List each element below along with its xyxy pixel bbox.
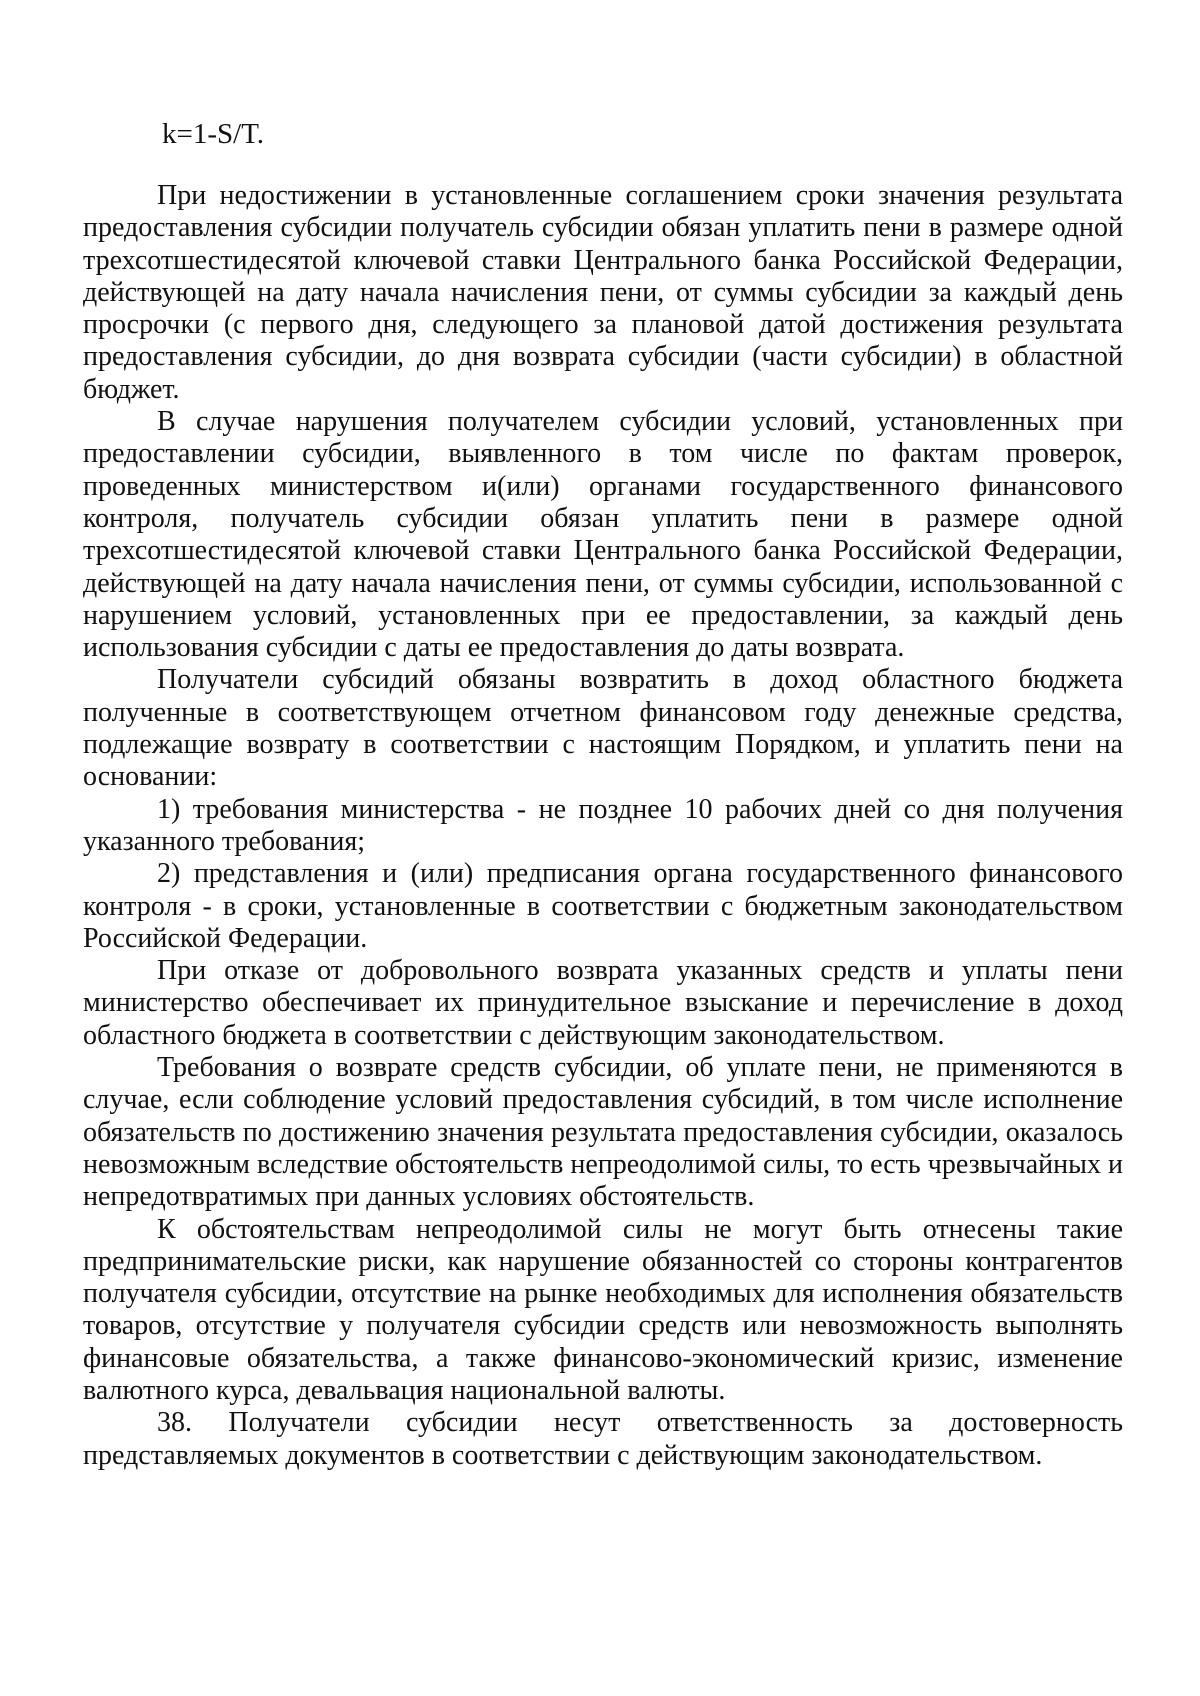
document-body	[83, 180, 1123, 1472]
paragraph-section-38: 38. Получатели субсидии несут ответственность за достоверность представляемых документов в соответствии с действующим законодательством.	[83, 1407, 1123, 1471]
paragraph-item-2: 2) представления и (или) предписания органа государственного финансового контроля - в сроки, установленные в соответствии с бюджетным законодательством Российской Федерации.	[83, 858, 1123, 954]
paragraph-penalty-violation: В случае нарушения получателем субсидии условий, установленных при предоставлении субсидии, выявленного в том числе по фактам проверок, проведенных министерством и(или) органами государственного финансового контроля, получатель субсидии обязан уплатить пени в размере одной трехсотшестидесятой ключевой ставки Центрального банка Российской Федерации, действующей на дату начала начисления пени, от суммы субсидии, использованной с нарушением условий, установленных при ее предоставлении, за каждый день использования субсидии с даты ее предоставления до даты возврата.	[83, 406, 1123, 664]
paragraph-penalty-not-achieved: При недостижении в установленные соглашением сроки значения результата предоставления субсидии получатель субсидии обязан уплатить пени в размере одной трехсотшестидесятой ключевой ставки Центрального банка Российской Федерации, действующей на дату начала начисления пени, от суммы субсидии за каждый день просрочки (с первого дня, следующего за плановой датой достижения результата предоставления субсидии, до дня возврата субсидии (части субсидии) в областной бюджет.	[83, 180, 1123, 405]
formula: k=1-S/T.	[162, 118, 265, 150]
paragraph-force-majeure-exclusions: К обстоятельствам непреодолимой силы не могут быть отнесены такие предпринимательские риски, как нарушение обязанностей со стороны контрагентов получателя субсидии, отсутствие на рынке необходимых для исполнения обязательств товаров, отсутствие у получателя субсидии средств или невозможность выполнять финансовые обязательства, а также финансово-экономический кризис, изменение валютного курса, девальвация национальной валюты.	[83, 1213, 1123, 1406]
paragraph-refusal: При отказе от добровольного возврата указанных средств и уплаты пени министерство обеспечивает их принудительное взыскание и перечисление в доход областного бюджета в соответствии с действующим законодательством.	[83, 955, 1123, 1051]
paragraph-item-1: 1) требования министерства - не позднее 10 рабочих дней со дня получения указанного требования;	[83, 793, 1123, 857]
paragraph-force-majeure: Требования о возврате средств субсидии, об уплате пени, не применяются в случае, если соблюдение условий предоставления субсидий, в том числе исполнение обязательств по достижению значения результата предоставления субсидии, оказалось невозможным вследствие обстоятельств непреодолимой силы, то есть чрезвычайных и непредотвратимых при данных условиях обстоятельств.	[83, 1052, 1123, 1213]
paragraph-return-obligation: Получатели субсидий обязаны возвратить в доход областного бюджета полученные в соответствующем отчетном финансовом году денежные средства, подлежащие возврату в соответствии с настоящим Порядком, и уплатить пени на основании:	[83, 664, 1123, 793]
